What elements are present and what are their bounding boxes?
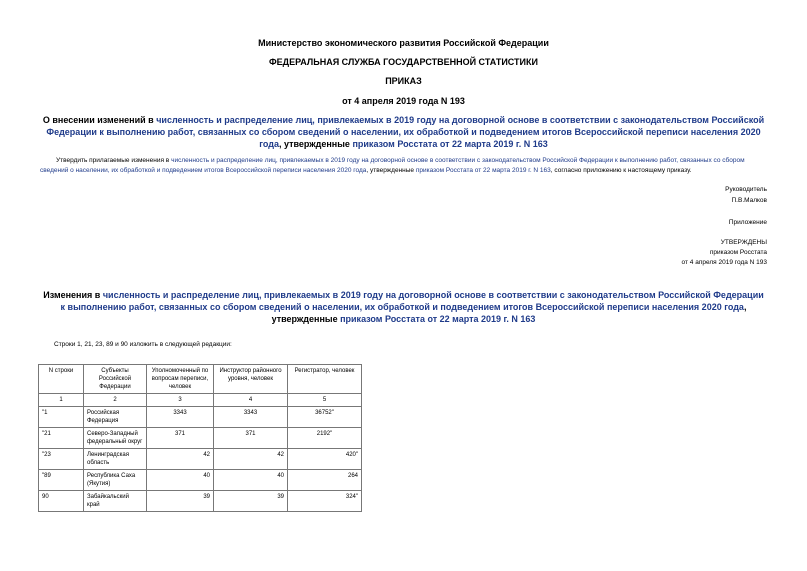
changes-link-distribution[interactable]: численность и распределение лиц, привлекаемых в 2019 году на договорной основе в соответствии с законодательством Российской Федерации к выполнению работ, связанных со сбором сведений о населении, их обработкой и подведением итогов Всероссийской переписи населения 2020 года	[60, 290, 764, 312]
table-index-row	[39, 394, 362, 407]
changes-prefix: Изменения в	[43, 290, 101, 300]
cell-district-instructor: 42	[214, 449, 288, 470]
index-cell: 1	[39, 394, 84, 407]
cell-census-officer: 371	[147, 428, 214, 449]
changes-middle: , утвержденные	[271, 302, 747, 324]
cell-district-instructor: 3343	[214, 407, 288, 428]
cell-row-number: "23	[39, 449, 84, 470]
cell-census-officer: 39	[147, 491, 214, 512]
table-row	[39, 449, 362, 470]
cell-district-instructor: 40	[214, 470, 288, 491]
cell-subject: Забайкальский край	[84, 491, 147, 512]
title-middle: , утвержденные	[278, 139, 350, 149]
document-title	[40, 114, 767, 150]
approved-date: от 4 апреля 2019 года N 193	[681, 259, 767, 266]
intro-suffix: , согласно приложению к настоящему приказу.	[550, 166, 692, 174]
intro-paragraph	[40, 156, 770, 175]
cell-row-number: "21	[39, 428, 84, 449]
changes-title	[40, 289, 767, 325]
cell-registrar: 420"	[288, 449, 362, 470]
index-cell: 3	[147, 394, 214, 407]
cell-census-officer: 42	[147, 449, 214, 470]
header-registrar: Регистратор, человек	[288, 365, 362, 394]
cell-census-officer: 3343	[147, 407, 214, 428]
cell-subject: Ленинградская область	[84, 449, 147, 470]
cell-subject: Российская Федерация	[84, 407, 147, 428]
cell-registrar: 324"	[288, 491, 362, 512]
cell-census-officer: 40	[147, 470, 214, 491]
table-row	[39, 491, 362, 512]
cell-subject: Республика Саха (Якутия)	[84, 470, 147, 491]
title-prefix: О внесении изменений в	[42, 115, 154, 125]
cell-registrar: 264	[288, 470, 362, 491]
index-cell: 5	[288, 394, 362, 407]
index-cell: 2	[84, 394, 147, 407]
service-name: ФЕДЕРАЛЬНАЯ СЛУЖБА ГОСУДАРСТВЕННОЙ СТАТИСТИКИ	[269, 57, 538, 67]
approved-by: приказом Росстата	[709, 249, 767, 256]
table-header-row	[39, 365, 362, 394]
changes-table	[38, 364, 362, 512]
signature-name: П.В.Малков	[731, 197, 767, 204]
lines-note: Строки 1, 21, 23, 89 и 90 изложить в следующей редакции:	[54, 341, 232, 348]
cell-registrar: 2192"	[288, 428, 362, 449]
cell-row-number: "89	[39, 470, 84, 491]
header-subject: Субъекты Российской Федерации	[84, 365, 147, 394]
cell-registrar: 36752"	[288, 407, 362, 428]
cell-row-number: 90	[39, 491, 84, 512]
header-district-instructor: Инструктор районного уровня, человек	[214, 365, 288, 394]
header-census-officer: Уполномоченный по вопросам переписи, человек	[147, 365, 214, 394]
intro-prefix: Утвердить прилагаемые изменения в	[56, 157, 170, 164]
appendix-label: Приложение	[728, 219, 767, 226]
title-link-order[interactable]: приказом Росстата от 22 марта 2019 г. N 163	[352, 139, 548, 149]
table-row	[39, 470, 362, 491]
signature-role: Руководитель	[725, 186, 767, 193]
document-type: ПРИКАЗ	[385, 76, 422, 86]
cell-subject: Северо-Западный федеральный округ	[84, 428, 147, 449]
table-row	[39, 407, 362, 428]
title-link-distribution[interactable]: численность и распределение лиц, привлекаемых в 2019 году на договорной основе в соответствии с законодательством Российской Федерации к выполнению работ, связанных со сбором сведений о населении, их обработкой и подведением итогов Всероссийской переписи населения 2020 года	[46, 115, 765, 149]
intro-middle: , утвержденные	[366, 166, 415, 174]
index-cell: 4	[214, 394, 288, 407]
ministry-name: Министерство экономического развития Российской Федерации	[258, 38, 549, 48]
intro-link-order[interactable]: приказом Росстата от 22 марта 2019 г. N 163	[415, 166, 551, 174]
cell-district-instructor: 371	[214, 428, 288, 449]
header-row-number: N строки	[39, 365, 84, 394]
document-date: от 4 апреля 2019 года N 193	[342, 96, 465, 106]
intro-link-distribution[interactable]: численность и распределение лиц, привлекаемых в 2019 году на договорной основе в соответствии с законодательством Российской Федерации к выполнению работ, связанных со сбором сведений о населении, их обработкой и подведением итогов Всероссийской переписи населения 2020 года	[40, 157, 745, 174]
cell-district-instructor: 39	[214, 491, 288, 512]
approved-label: УТВЕРЖДЕНЫ	[720, 239, 767, 246]
table-row	[39, 428, 362, 449]
cell-row-number: "1	[39, 407, 84, 428]
changes-link-order[interactable]: приказом Росстата от 22 марта 2019 г. N 163	[340, 314, 536, 324]
